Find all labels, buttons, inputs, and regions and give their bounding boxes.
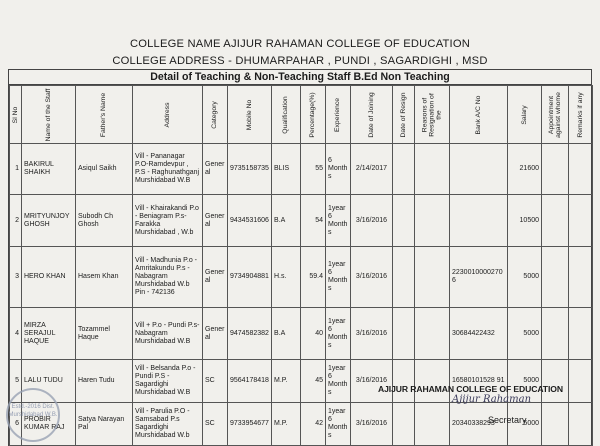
cell-joining: 3/16/2016 [351,403,393,446]
cell-percentage: 55 [301,144,326,195]
cell-father: Asiqul Saikh [76,144,133,195]
cell-category: SC [203,403,228,446]
cell-category: General [203,247,228,308]
cell-mobile: 9564178418 [228,360,272,403]
cell-bank: 22300100002706 [450,247,508,308]
cell-joining: 3/16/2016 [351,195,393,247]
column-header: Bank A/C No [450,86,508,144]
cell-resign [393,360,415,403]
cell-category: General [203,195,228,247]
cell-percentage: 42 [301,403,326,446]
cell-salary: 21600 [508,144,542,195]
table-row [10,247,593,308]
college-name: COLLEGE NAME AJIJUR RAHAMAN COLLEGE OF EDUCATION [129,38,471,50]
cell-resign [393,144,415,195]
cell-experience: 1year 6 Months [326,403,351,446]
cell-name: LALU TUDU [22,360,76,403]
cell-experience: 1year 6 Months [326,247,351,308]
cell-mobile: 9735158735 [228,144,272,195]
cell-qualification: B.A [272,308,301,360]
cell-appointment [542,308,569,360]
cell-resign [393,195,415,247]
column-header: Date of Resign [393,86,415,144]
cell-experience: 6 Months [326,144,351,195]
cell-appointment [542,360,569,403]
cell-name: MIRZA SERAJUL HAQUE [22,308,76,360]
cell-address: Vill + P.o - Pundi P.s- Nabagram Murshidabad W.B [133,308,203,360]
column-header: Father's Name [76,86,133,144]
cell-joining: 2/14/2017 [351,144,393,195]
cell-sl: 6 [10,403,22,446]
cell-name: HERO KHAN [22,247,76,308]
cell-bank: 16580101528 91 [450,360,508,403]
cell-salary: 5000 [508,308,542,360]
cell-sl: 2 [10,195,22,247]
cell-reason [415,144,450,195]
cell-qualification: M.P. [272,403,301,446]
cell-joining: 3/16/2016 [351,308,393,360]
cell-father: Tozammel Haque [76,308,133,360]
cell-mobile: 9733954677 [228,403,272,446]
cell-sl: 3 [10,247,22,308]
cell-address: Vill - Parulia P.O - Samsabad P.s Sagardighi Murshidabad W.b [133,403,203,446]
cell-category: General [203,144,228,195]
column-header: Appointment against whome [542,86,569,144]
cell-joining: 3/16/2016 [351,247,393,308]
signatory-title: Secretary [488,415,527,425]
cell-reason [415,247,450,308]
cell-joining: 3/16/2016 [351,360,393,403]
cell-sl: 4 [10,308,22,360]
cell-salary: 5000 [508,360,542,403]
cell-experience: 1year 6 Months [326,195,351,247]
cell-name: MRITYUNJOY GHOSH [22,195,76,247]
cell-qualification: B.A [272,195,301,247]
cell-reason [415,403,450,446]
cell-qualification: BLIS [272,144,301,195]
cell-remarks [569,308,593,360]
cell-qualification: H.s. [272,247,301,308]
cell-percentage: 45 [301,360,326,403]
column-header: Mobile No [228,86,272,144]
table-title: Detail of Teaching & Non-Teaching Staff B.Ed Non Teaching [9,70,591,85]
cell-name: PROBIR KUMAR RAJ [22,403,76,446]
cell-bank [450,195,508,247]
cell-mobile: 9434531606 [228,195,272,247]
cell-appointment [542,144,569,195]
cell-reason [415,308,450,360]
cell-experience: 1year 6 Months [326,308,351,360]
cell-appointment [542,403,569,446]
cell-salary: 10500 [508,195,542,247]
column-header: Qualification [272,86,301,144]
cell-appointment [542,195,569,247]
cell-category: General [203,308,228,360]
cell-address: Vill - Pananagar P.O-Ramdevpur , P.S - Raghunathganj Murshidabad W.B [133,144,203,195]
cell-percentage: 54 [301,195,326,247]
cell-address: Vill - Khairakandi P.o - Beniagram P.s- Farakka Murshidabad , W.b [133,195,203,247]
column-header: Name of the Staff [22,86,76,144]
column-header: Reasons of Resignation of the [415,86,450,144]
column-header: Salary [508,86,542,144]
cell-resign [393,247,415,308]
header-row [10,86,593,144]
cell-mobile: 9734904881 [228,247,272,308]
cell-remarks [569,360,593,403]
column-header: Remarks if any [569,86,593,144]
cell-appointment [542,247,569,308]
cell-salary: 5000 [508,247,542,308]
cell-mobile: 9474582382 [228,308,272,360]
column-header: Date of Joining [351,86,393,144]
cell-father: Haren Tudu [76,360,133,403]
cell-resign [393,308,415,360]
cell-salary: 5000 [508,403,542,446]
cell-sl: 5 [10,360,22,403]
cell-sl: 1 [10,144,22,195]
table-row [10,308,593,360]
cell-bank [450,144,508,195]
cell-experience: 1year 6 Months [326,360,351,403]
cell-father: Subodh Ch Ghosh [76,195,133,247]
cell-remarks [569,247,593,308]
cell-reason [415,360,450,403]
signature: Ajijur Rahaman [452,394,532,405]
table-row [10,144,593,195]
cell-percentage: 40 [301,308,326,360]
column-header: Address [133,86,203,144]
cell-qualification: M.P. [272,360,301,403]
column-header: Percentage(%) [301,86,326,144]
cell-father: Hasem Khan [76,247,133,308]
cell-bank: 30684422432 [450,308,508,360]
cell-remarks [569,195,593,247]
column-header: Experience [326,86,351,144]
column-header: Sl No [10,86,22,144]
college-address: COLLEGE ADDRESS - DHUMARPAHAR , PUNDI , SAGARDIGHI , MSD [112,55,488,67]
cell-remarks [569,403,593,446]
cell-bank: 20340338293 [450,403,508,446]
cell-address: Vill - Belsanda P.o - Pundi P.S - Sagardighi Murshidabad W.B [133,360,203,403]
cell-father: Satya Narayan Pal [76,403,133,446]
cell-resign [393,403,415,446]
cell-address: Vill - Madhunia P.o - Amritakundu P.s - Nabagram Murshidabad W.b Pin - 742136 [133,247,203,308]
table-row [10,195,593,247]
column-header: Category [203,86,228,144]
cell-category: SC [203,360,228,403]
cell-percentage: 59.4 [301,247,326,308]
cell-remarks [569,144,593,195]
stamp-text: AJIJUR RAHAMAN COLLEGE OF EDUCATION [378,384,563,394]
cell-name: BAKIRUL SHAIKH [22,144,76,195]
college-seal: Estd.-2016 Dist. Murshidabad W.B. [6,388,60,442]
cell-reason [415,195,450,247]
